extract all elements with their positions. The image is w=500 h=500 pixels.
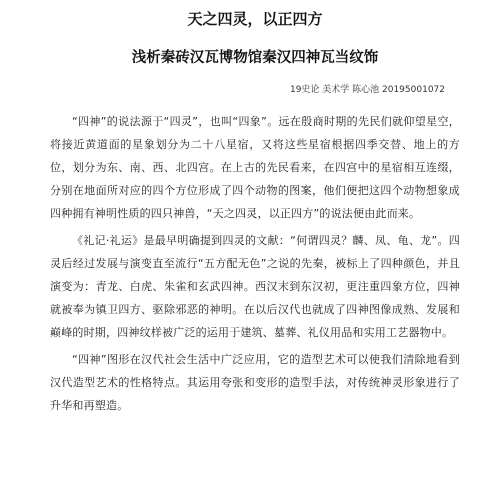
- paragraph-3: “四神”图形在汉代社会生活中广泛应用，它的造型艺术可以使我们清除地看到汉代造型艺术的性格特点。其运用夸张和变形的造型手法，对传统神灵形象进行了升华和再塑造。: [50, 353, 460, 412]
- author-meta: 19史论 美术学 陈心池 20195001072: [289, 85, 445, 95]
- document-title: 天之四灵，以正四方: [187, 10, 323, 28]
- paragraph-2: 《礼记·礼运》是最早明确提到四灵的文献：“何谓四灵？麟、凤、龟、龙”。四灵后经过发展与演变直至流行“五方配无色”之说的先秦，被标上了四种颜色，并且演变为：青龙、白虎、朱雀和玄武四神。西汉末到东汉初，更注重四象方位，四神就被奉为镇卫四方、驱除邪恶的神明。在以后汉代也就成了四神图像成熟、发展和巅峰的时期，四神纹样被广泛的运用于建筑、墓葬、礼仪用品和实用工艺器物中。: [50, 234, 460, 339]
- document-subtitle: 浅析秦砖汉瓦博物馆秦汉四神瓦当纹饰: [131, 50, 379, 66]
- paragraph-1: “四神”的说法源于“四灵”，也叫“四象”。远在殷商时期的先民们就仰望星空，将接近黄道面的星象划分为二十八星宿，又将这些星宿根据四季交替、地上的方位，划分为东、南、西、北四宫。在上古的先民看来，在四宫中的星宿相互连缀，分别在地面所对应的四个方位形成了四个动物的图案，他们便把这四个动物想象成四种拥有神明性质的四只神兽，“天之四灵，以正四方”的说法便由此而来。: [50, 115, 460, 220]
- document-body: [50, 110, 460, 417]
